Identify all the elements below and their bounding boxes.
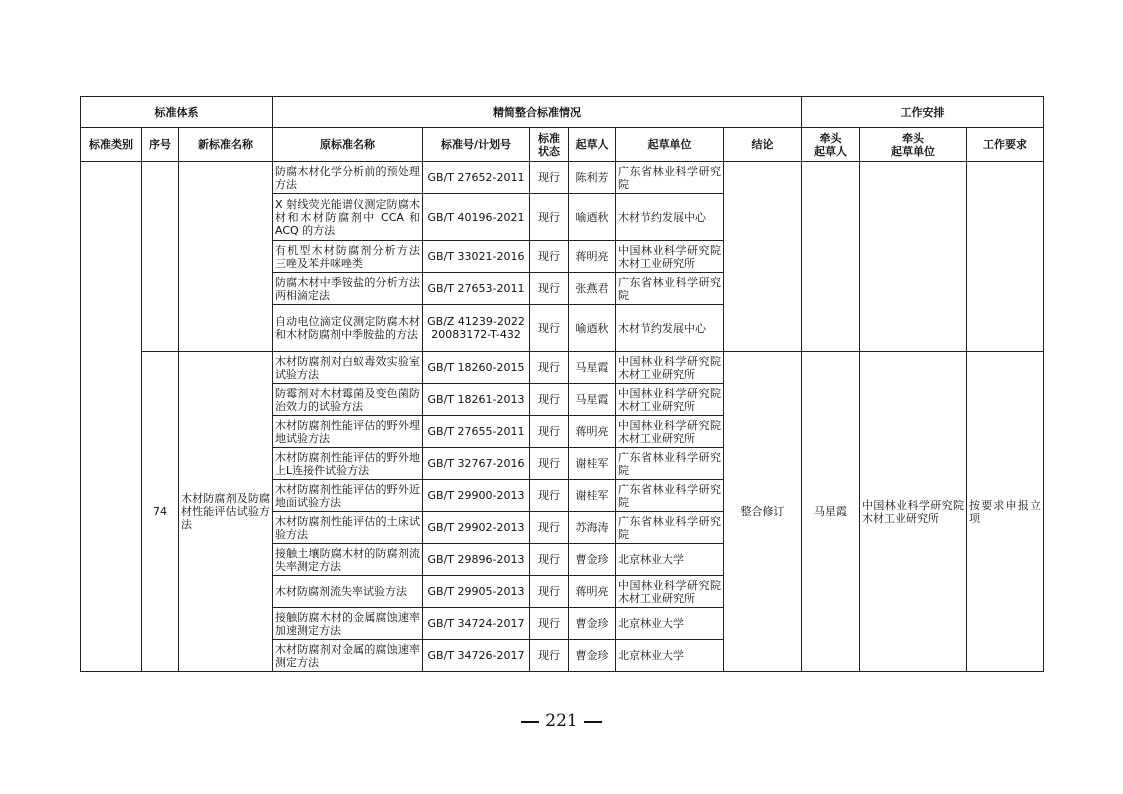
std-no-cell: GB/T 27653-2011: [423, 273, 530, 305]
std-no-cell: [423, 305, 530, 352]
orig-name-cell: 防腐木材中季铵盐的分析方法 两相滴定法: [273, 273, 423, 305]
category-cell: [81, 162, 142, 672]
status-cell: 现行: [530, 512, 569, 544]
page-footer: [0, 711, 1123, 731]
drafter-cell: 喻迺秋: [569, 194, 616, 241]
std-no-cell: GB/T 27655-2011: [423, 416, 530, 448]
drafting-unit-cell: 木材节约发展中心: [616, 194, 724, 241]
col-header-requirement: 工作要求: [967, 128, 1044, 162]
drafter-cell: 谢桂军: [569, 480, 616, 512]
lead-person-cell: 马星霞: [802, 352, 860, 672]
status-cell: 现行: [530, 273, 569, 305]
status-cell: 现行: [530, 544, 569, 576]
drafter-cell: 曹金珍: [569, 640, 616, 672]
std-no-cell: GB/T 29896-2013: [423, 544, 530, 576]
std-no-cell: GB/T 18261-2013: [423, 384, 530, 416]
drafter-cell: 谢桂军: [569, 448, 616, 480]
drafting-unit-cell: 广东省林业科学研究院: [616, 512, 724, 544]
lead-person-cell-continued: [802, 162, 860, 352]
conclusion-cell: 整合修订: [724, 352, 802, 672]
col-header-lead-person: [802, 128, 860, 162]
orig-name-cell: 防霉剂对木材霉菌及变色菌防治效力的试验方法: [273, 384, 423, 416]
col-header-orig-name: 原标准名称: [273, 128, 423, 162]
std-no-cell: GB/T 29902-2013: [423, 512, 530, 544]
right-dash: [584, 721, 602, 723]
drafter-cell: 蒋明亮: [569, 576, 616, 608]
table-row: [81, 352, 1044, 384]
drafting-unit-cell: 北京林业大学: [616, 608, 724, 640]
status-cell: 现行: [530, 608, 569, 640]
group-header-work: 工作安排: [802, 97, 1044, 128]
drafting-unit-cell: 中国林业科学研究院木材工业研究所: [616, 576, 724, 608]
drafting-unit-cell: 中国林业科学研究院木材工业研究所: [616, 352, 724, 384]
group-header-standard-system: 标准体系: [81, 97, 273, 128]
std-no-cell: GB/T 29905-2013: [423, 576, 530, 608]
status-cell: 现行: [530, 576, 569, 608]
status-cell: 现行: [530, 416, 569, 448]
status-cell: 现行: [530, 384, 569, 416]
col-header-drafter: 起草人: [569, 128, 616, 162]
status-cell: 现行: [530, 448, 569, 480]
drafter-cell: 陈利芳: [569, 162, 616, 194]
col-header-lead-unit-line2: 起草单位: [891, 144, 936, 158]
left-dash: [521, 721, 539, 723]
status-cell: 现行: [530, 352, 569, 384]
drafting-unit-cell: 中国林业科学研究院木材工业研究所: [616, 241, 724, 273]
std-no-cell: GB/T 32767-2016: [423, 448, 530, 480]
orig-name-cell: 接触防腐木材的金属腐蚀速率加速测定方法: [273, 608, 423, 640]
col-header-lead-person-line2: 起草人: [814, 144, 848, 158]
col-header-status-line1: 标准: [538, 131, 561, 145]
drafting-unit-cell: 广东省林业科学研究院: [616, 273, 724, 305]
orig-name-cell: 防腐木材化学分析前的预处理方法: [273, 162, 423, 194]
drafting-unit-cell: 北京林业大学: [616, 544, 724, 576]
group-header-streamlined: 精简整合标准情况: [273, 97, 802, 128]
drafter-cell: 蒋明亮: [569, 416, 616, 448]
conclusion-cell-continued: [724, 162, 802, 352]
col-header-status-line2: 状态: [538, 144, 561, 158]
drafting-unit-cell: 广东省林业科学研究院: [616, 448, 724, 480]
table-row: [81, 162, 1044, 194]
status-cell: 现行: [530, 162, 569, 194]
std-no-cell: GB/T 40196-2021: [423, 194, 530, 241]
drafter-cell: 蒋明亮: [569, 241, 616, 273]
col-header-new-name: 新标准名称: [179, 128, 273, 162]
drafting-unit-cell: 广东省林业科学研究院: [616, 480, 724, 512]
std-no-cell: GB/T 29900-2013: [423, 480, 530, 512]
drafting-unit-cell: 中国林业科学研究院木材工业研究所: [616, 384, 724, 416]
orig-name-cell: 木材防腐剂对金属的腐蚀速率测定方法: [273, 640, 423, 672]
col-header-conclusion: 结论: [724, 128, 802, 162]
status-cell: 现行: [530, 305, 569, 352]
drafting-unit-cell: 中国林业科学研究院木材工业研究所: [616, 416, 724, 448]
std-no-cell: GB/T 34724-2017: [423, 608, 530, 640]
orig-name-cell: X 射线荧光能谱仪测定防腐木材和木材防腐剂中 CCA 和 ACQ 的方法: [273, 194, 423, 241]
new-name-cell-continued: [179, 162, 273, 352]
drafter-cell: 张燕君: [569, 273, 616, 305]
col-header-lead-unit: [860, 128, 967, 162]
std-no-cell: GB/T 34726-2017: [423, 640, 530, 672]
status-cell: 现行: [530, 640, 569, 672]
lead-unit-cell: 中国林业科学研究院木材工业研究所: [860, 352, 967, 672]
orig-name-cell: 接触土壤防腐木材的防腐剂流失率测定方法: [273, 544, 423, 576]
drafter-cell: 曹金珍: [569, 608, 616, 640]
col-header-seq: 序号: [142, 128, 179, 162]
drafting-unit-cell: 北京林业大学: [616, 640, 724, 672]
orig-name-cell: 木材防腐剂性能评估的野外地上L连接件试验方法: [273, 448, 423, 480]
requirement-cell-continued: [967, 162, 1044, 352]
drafter-cell: 曹金珍: [569, 544, 616, 576]
std-no-cell: GB/T 33021-2016: [423, 241, 530, 273]
page-number: 221: [545, 711, 578, 731]
lead-unit-cell-continued: [860, 162, 967, 352]
seq-cell-continued: [142, 162, 179, 352]
col-header-category: 标准类别: [81, 128, 142, 162]
drafting-unit-cell: 广东省林业科学研究院: [616, 162, 724, 194]
drafter-cell: 喻迺秋: [569, 305, 616, 352]
requirement-cell: 按要求申报立项: [967, 352, 1044, 672]
drafting-unit-cell: 木材节约发展中心: [616, 305, 724, 352]
std-no-cell: GB/T 27652-2011: [423, 162, 530, 194]
orig-name-cell: 木材防腐剂对白蚁毒效实验室试验方法: [273, 352, 423, 384]
seq-cell: 74: [142, 352, 179, 672]
col-header-status: [530, 128, 569, 162]
status-cell: 现行: [530, 241, 569, 273]
drafter-cell: 马星霞: [569, 384, 616, 416]
col-header-drafting-unit: 起草单位: [616, 128, 724, 162]
col-header-std-no: 标准号/计划号: [423, 128, 530, 162]
drafter-cell: 苏海涛: [569, 512, 616, 544]
status-cell: 现行: [530, 194, 569, 241]
orig-name-cell: 木材防腐剂性能评估的野外埋地试验方法: [273, 416, 423, 448]
orig-name-cell: 有机型木材防腐剂分析方法 三唑及苯并咪唑类: [273, 241, 423, 273]
std-no-cell: GB/T 18260-2015: [423, 352, 530, 384]
col-header-lead-unit-line1: 牵头: [902, 131, 925, 145]
new-name-cell: 木材防腐剂及防腐材性能评估试验方法: [179, 352, 273, 672]
orig-name-cell: 木材防腐剂性能评估的野外近地面试验方法: [273, 480, 423, 512]
col-header-lead-person-line1: 牵头: [819, 131, 842, 145]
orig-name-cell: 木材防腐剂流失率试验方法: [273, 576, 423, 608]
orig-name-cell: 自动电位滴定仪测定防腐木材和木材防腐剂中季胺盐的方法: [273, 305, 423, 352]
status-cell: 现行: [530, 480, 569, 512]
orig-name-cell: 木材防腐剂性能评估的土床试验方法: [273, 512, 423, 544]
standards-table: [80, 96, 1044, 672]
std-no-line1: GB/Z 41239-2022: [427, 315, 525, 328]
drafter-cell: 马星霞: [569, 352, 616, 384]
plan-no-line2: 20083172-T-432: [431, 328, 521, 341]
